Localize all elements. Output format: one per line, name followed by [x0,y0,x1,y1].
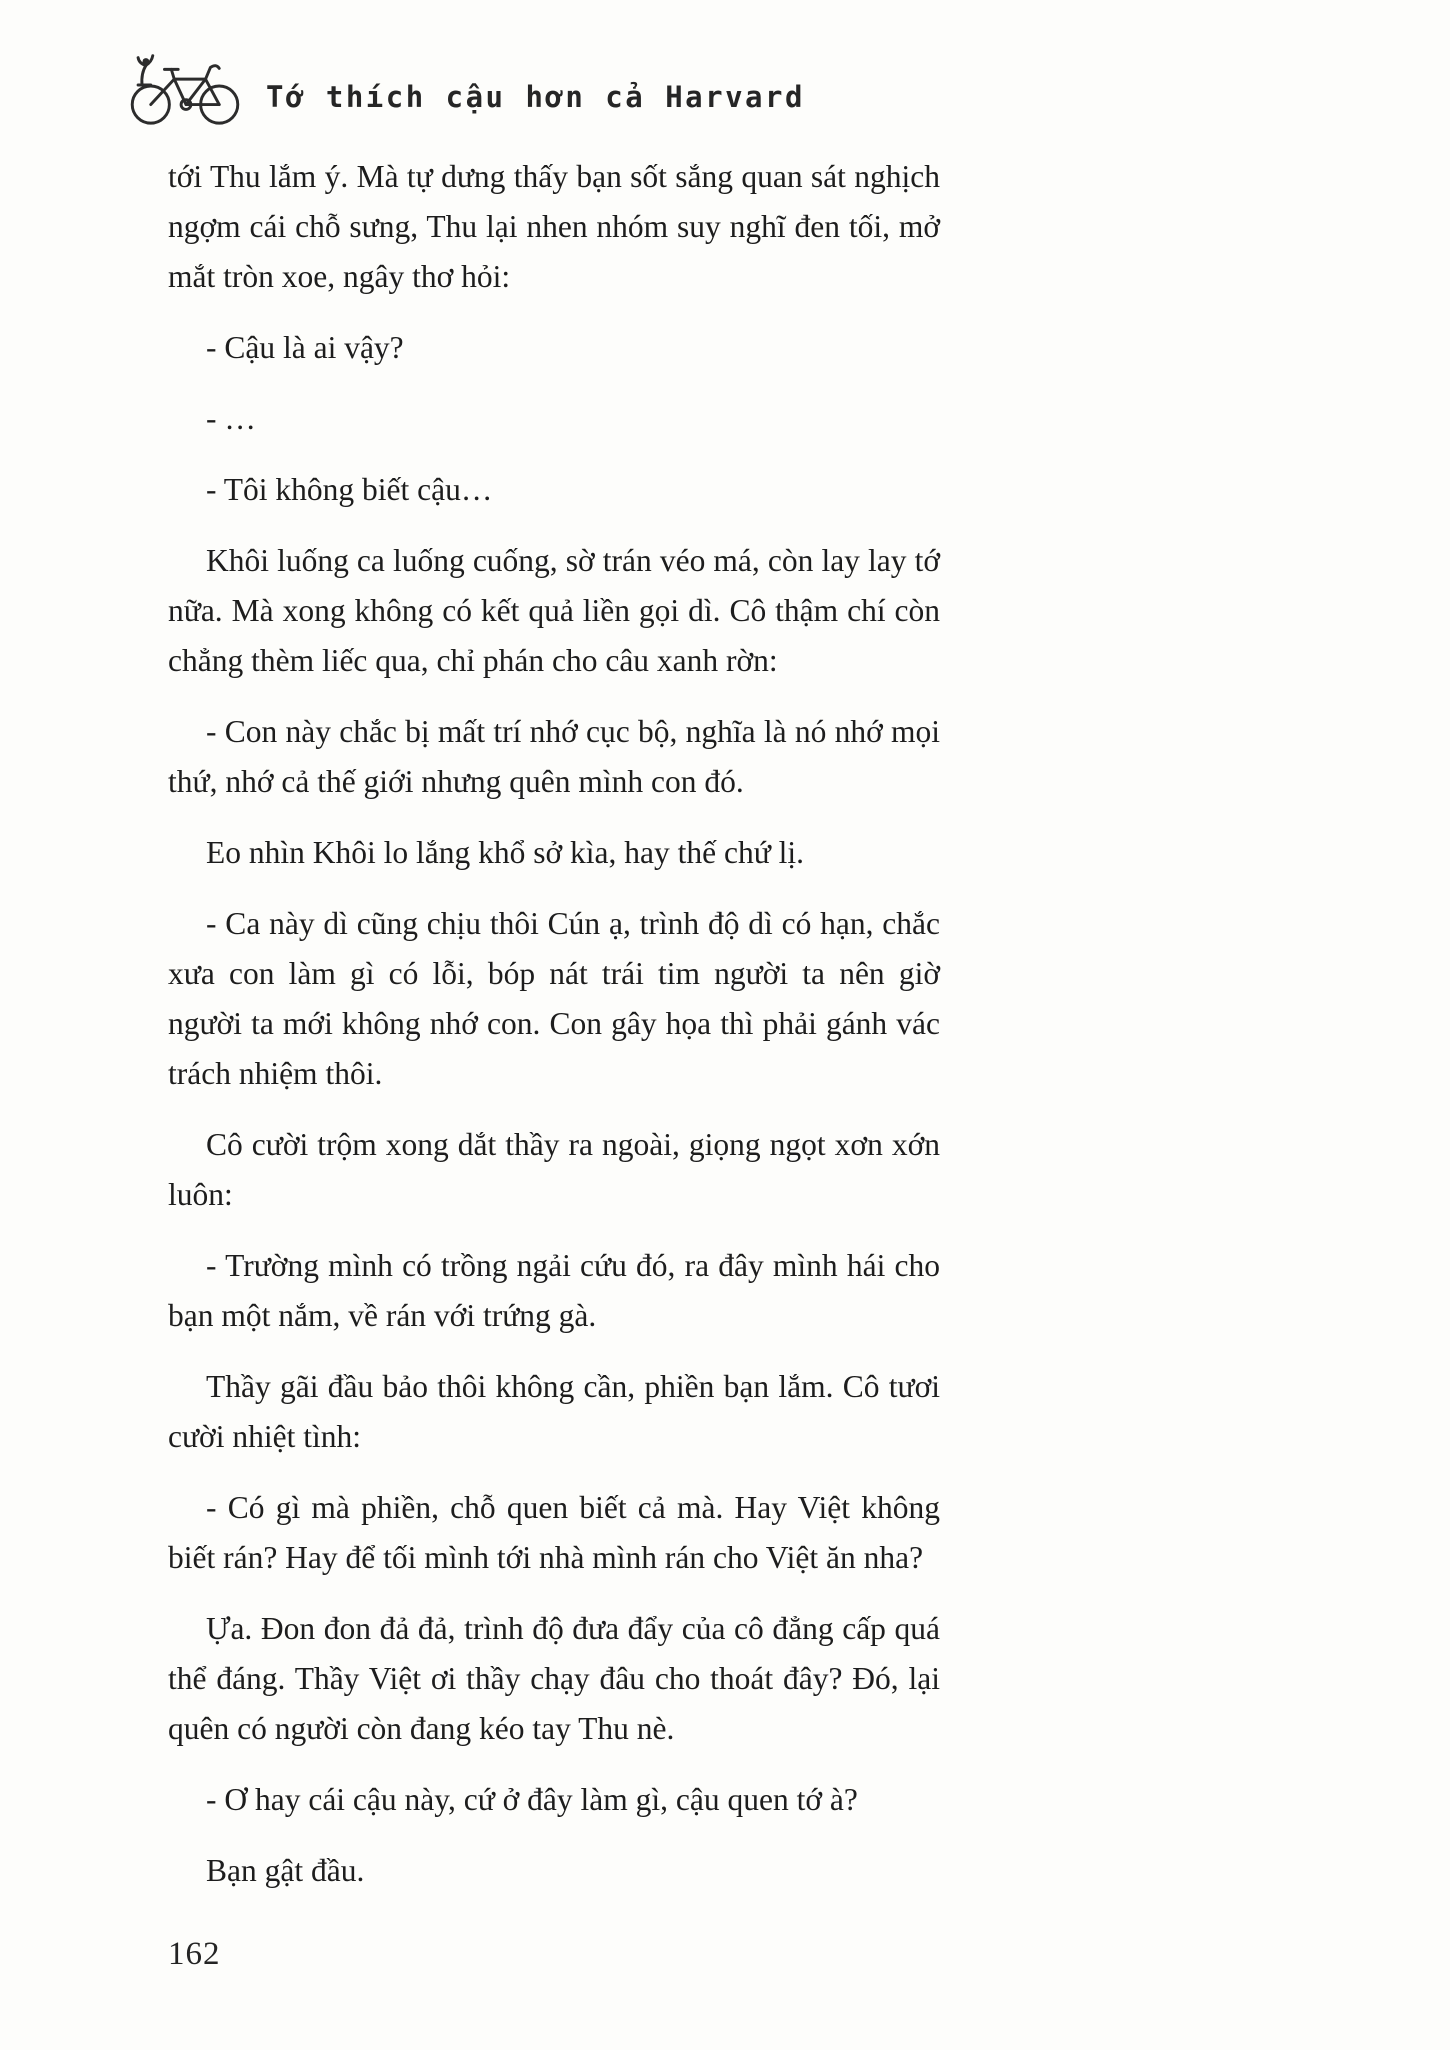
dialogue-paragraph: - Tôi không biết cậu… [206,472,493,507]
page-body-text [168,152,940,1917]
paragraph: Ựa. Đon đon đả đả, trình độ đưa đẩy của cô đẳng cấp quá thể đáng. Thầy Việt ơi thầy chạy đâu cho thoát đây? Đó, lại quên có người còn đang kéo tay Thu nè. [168,1611,940,1746]
dialogue-paragraph: - Có gì mà phiền, chỗ quen biết cả mà. Hay Việt không biết rán? Hay để tối mình tới nhà mình rán cho Việt ăn nha? [168,1490,940,1575]
paragraph: Thầy gãi đầu bảo thôi không cần, phiền bạn lắm. Cô tươi cười nhiệt tình: [168,1369,940,1454]
book-title: Tớ thích cậu hơn cả Harvard [266,80,805,114]
paragraph: Eo nhìn Khôi lo lắng khổ sở kìa, hay thế chứ lị. [206,835,805,870]
dialogue-paragraph: - Trường mình có trồng ngải cứu đó, ra đây mình hái cho bạn một nắm, về rán với trứng gà. [168,1248,940,1333]
paragraph: tới Thu lắm ý. Mà tự dưng thấy bạn sốt sắng quan sát nghịch ngợm cái chỗ sưng, Thu lại nhen nhóm suy nghĩ đen tối, mở mắt tròn xoe, ngây thơ hỏi: [168,159,940,294]
book-header [126,42,805,128]
dialogue-paragraph: - … [206,401,256,436]
paragraph: Bạn gật đầu. [206,1853,365,1888]
bicycle-with-flower-icon [126,42,244,128]
dialogue-paragraph: - Ca này dì cũng chịu thôi Cún ạ, trình độ dì có hạn, chắc xưa con làm gì có lỗi, bóp nát trái tim người ta nên giờ người ta mới không nhớ con. Con gây họa thì phải gánh vác trách nhiệm thôi. [168,906,940,1091]
paragraph: Cô cười trộm xong dắt thầy ra ngoài, giọng ngọt xơn xớn luôn: [168,1127,940,1212]
dialogue-paragraph: - Cậu là ai vậy? [206,330,404,365]
dialogue-paragraph: - Con này chắc bị mất trí nhớ cục bộ, nghĩa là nó nhớ mọi thứ, nhớ cả thế giới nhưng quên mình con đó. [168,714,940,799]
page-number: 162 [168,1936,221,1972]
dialogue-paragraph: - Ơ hay cái cậu này, cứ ở đây làm gì, cậu quen tớ à? [206,1782,858,1817]
paragraph: Khôi luống ca luống cuống, sờ trán véo má, còn lay lay tớ nữa. Mà xong không có kết quả liền gọi dì. Cô thậm chí còn chẳng thèm liếc qua, chỉ phán cho câu xanh rờn: [168,543,940,678]
